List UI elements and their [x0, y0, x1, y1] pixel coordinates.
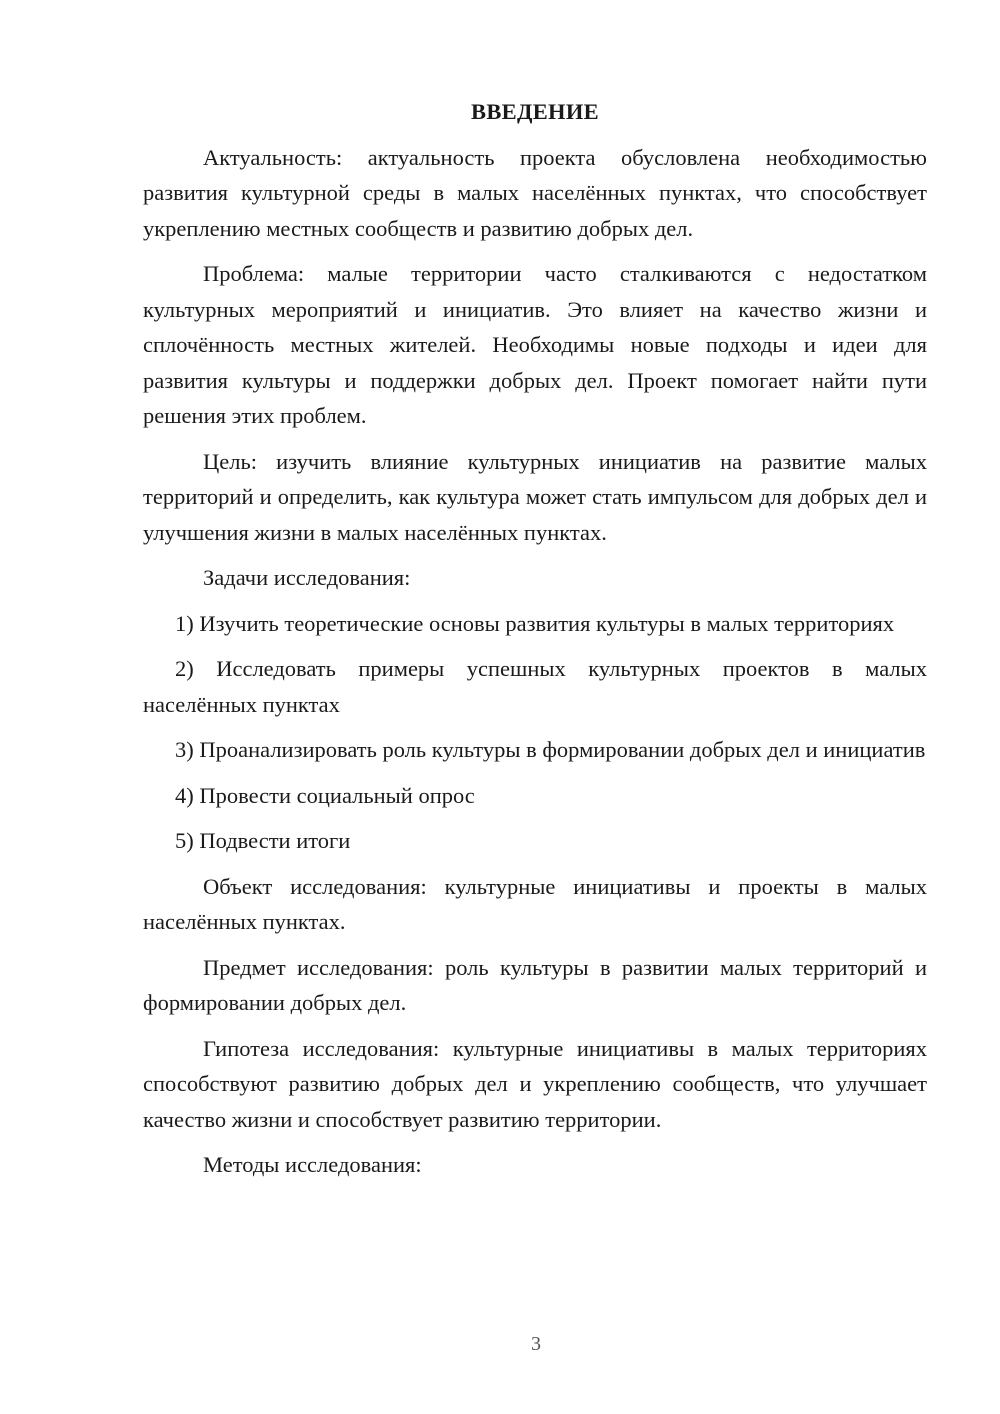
page-number: 3 — [531, 1333, 541, 1355]
tasks-heading: Задачи исследования: — [203, 565, 411, 590]
object-paragraph: Объект исследования: культурные инициативы и проекты в малых населённых пунктах. — [143, 873, 927, 934]
task-item-3: 3) Проанализировать роль культуры в формировании добрых дел и инициатив — [175, 737, 926, 762]
section-title: ВВЕДЕНИЕ — [471, 99, 599, 124]
methods-heading: Методы исследования: — [203, 1152, 422, 1177]
hypothesis-paragraph: Гипотеза исследования: культурные инициативы в малых территориях способствуют развитию добрых дел и укреплению сообществ, что улучшает качество жизни и способствует развитию территории. — [143, 1035, 927, 1132]
task-item-4: 4) Провести социальный опрос — [175, 782, 475, 808]
goal-paragraph: Цель: изучить влияние культурных инициатив на развитие малых территорий и определить, как культура может стать импульсом для добрых дел и улучшения жизни в малых населённых пунктах. — [143, 448, 927, 545]
problem-paragraph: Проблема: малые территории часто сталкиваются с недостатком культурных мероприятий и инициатив. Это влияет на качество жизни и сплочённость местных жителей. Необходимы новые подходы и идеи для развития культуры и поддержки добрых дел. Проект помогает найти пути решения этих проблем. — [143, 261, 927, 428]
relevance-paragraph: Актуальность: актуальность проекта обусловлена необходимостью развития культурной среды в малых населённых пунктах, что способствует укреплению местных сообществ и развитию добрых дел. — [143, 144, 927, 241]
subject-paragraph: Предмет исследования: роль культуры в развитии малых территорий и формировании добрых дел. — [143, 954, 927, 1015]
document-body — [143, 94, 927, 1193]
task-item-5: 5) Подвести итоги — [175, 828, 351, 853]
task-item-2: 2) Исследовать примеры успешных культурных проектов в малых населённых пунктах — [143, 656, 927, 717]
task-item-1: 1) Изучить теоретические основы развития культуры в малых территориях — [175, 610, 895, 636]
